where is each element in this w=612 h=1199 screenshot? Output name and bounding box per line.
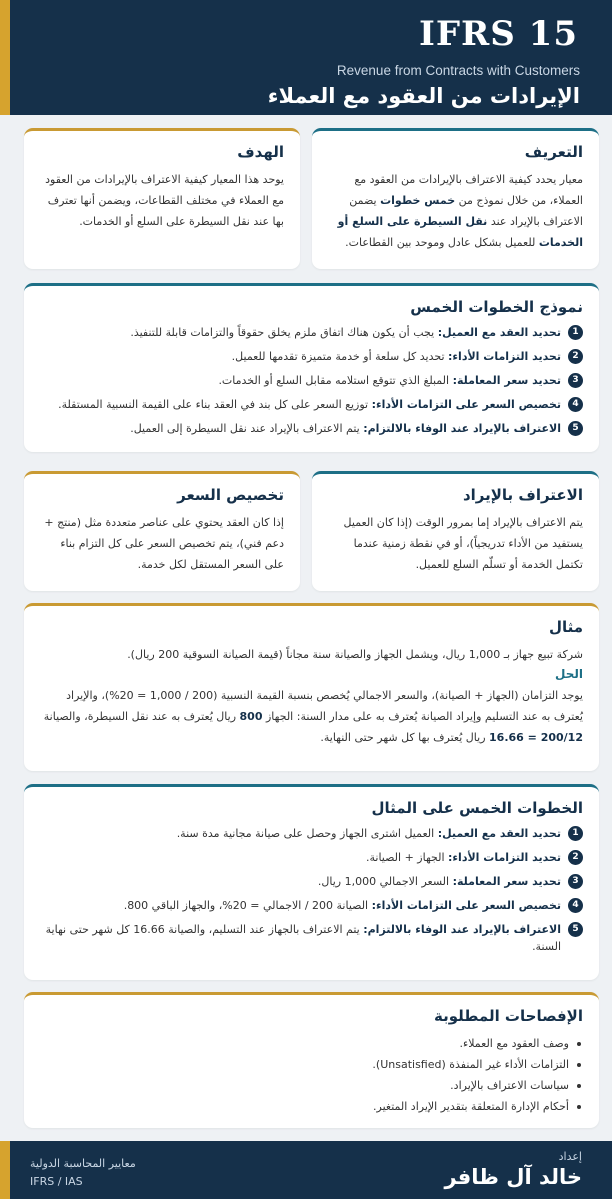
step-label: تحديد العقد مع العميل: — [437, 827, 561, 840]
definition-title: التعريف — [524, 143, 583, 161]
step-text: السعر الاجمالي 1,000 ريال. — [317, 875, 453, 888]
page-subtitle: Revenue from Contracts with Customers — [336, 63, 580, 78]
example-step-item — [40, 921, 583, 955]
standards-label: معايير المحاسبة الدولية — [30, 1157, 136, 1170]
example-steps-title: الخطوات الخمس على المثال — [371, 799, 583, 817]
definition-text — [328, 169, 583, 253]
step-number-badge: 3 — [568, 373, 583, 388]
step-number-badge: 2 — [568, 850, 583, 865]
step-label: تحديد سعر المعاملة: — [452, 875, 561, 888]
page-title: IFRS 15 — [418, 14, 578, 54]
allocation-card — [24, 471, 300, 591]
header-accent-bar — [0, 0, 10, 115]
footer-accent-bar — [0, 1141, 10, 1199]
disclosures-card — [24, 992, 599, 1128]
step-number-badge: 4 — [568, 898, 583, 913]
prepared-by-label: إعداد — [558, 1150, 582, 1163]
example-text: شركة تبيع جهاز بـ 1,000 ريال، ويشمل الجهاز والصيانة سنة مجاناً (قيمة الصيانة السوقية 200 ريال). — [127, 648, 583, 661]
definition-card — [312, 128, 599, 269]
step-label: تخصيص السعر على التزامات الأداء: — [371, 398, 561, 411]
step-label: تحديد التزامات الأداء: — [448, 851, 561, 864]
example-step-item — [40, 897, 583, 914]
objective-card — [24, 128, 300, 269]
disclosures-list — [40, 1033, 583, 1117]
page-footer — [0, 1141, 612, 1199]
disclosures-title: الإفصاحات المطلوبة — [434, 1007, 583, 1025]
solution-text — [40, 685, 583, 748]
page-arabic-title: الإيرادات من العقود مع العملاء — [267, 84, 580, 108]
author-name: خالد آل ظافر — [444, 1165, 582, 1189]
step-number-badge: 2 — [568, 349, 583, 364]
step-text: توزيع السعر على كل بند في العقد بناء على القيمة النسبية المستقلة. — [58, 398, 372, 411]
step-number-badge: 5 — [568, 421, 583, 436]
definition-text-part: معيار يحدد كيفية الاعتراف بالإيرادات من العقود مع العملاء، من خلال نموذج من — [354, 173, 583, 207]
five-steps-card — [24, 283, 599, 452]
step-label: تخصيص السعر على التزامات الأداء: — [371, 899, 561, 912]
step-label: تحديد سعر المعاملة: — [452, 374, 561, 387]
solution-label: الحل — [555, 667, 583, 681]
example-steps-card — [24, 784, 599, 980]
allocation-title: تخصيص السعر — [177, 486, 284, 504]
example-step-item — [40, 825, 583, 842]
objective-text: يوحد هذا المعيار كيفية الاعتراف بالإيرادات من العقود مع العملاء في مختلف القطاعات، ويضمن أنها تعترف بها عند نقل السيطرة على السلع أو الخدمات. — [45, 173, 284, 228]
definition-text-part: يضمن الاعتراف بالإيراد عند — [349, 194, 583, 228]
disclosure-item: وصف العقود مع العملاء. — [40, 1033, 583, 1054]
recognition-card — [312, 471, 599, 591]
five-steps-list — [40, 324, 583, 437]
step-item — [40, 420, 583, 437]
step-text: تحديد كل سلعة أو خدمة متميزة تقدمها للعميل. — [231, 350, 449, 363]
step-text: الصيانة 200 / الاجمالي = 20%، والجهاز الباقي 800. — [123, 899, 372, 912]
step-number-badge: 5 — [568, 922, 583, 937]
recognition-title: الاعتراف بالإيراد — [462, 486, 583, 504]
step-number-badge: 1 — [568, 826, 583, 841]
step-text: يجب أن يكون هناك اتفاق ملزم يخلق حقوقاً والتزامات قابلة للتنفيذ. — [130, 326, 438, 339]
step-item — [40, 348, 583, 365]
example-card — [24, 603, 599, 771]
step-number-badge: 1 — [568, 325, 583, 340]
disclosure-item: سياسات الاعتراف بالإيراد. — [40, 1075, 583, 1096]
step-item — [40, 396, 583, 413]
step-label: الاعتراف بالإيراد عند الوفاء بالالتزام: — [363, 422, 561, 435]
definition-highlight: خمس خطوات — [380, 194, 456, 207]
solution-text-part: يوجد التزامان (الجهاز + الصيانة)، والسعر الاجمالي يُخصص بنسبة القيمة النسبية (200 / 1,000 = 20%)، والإيراد يُعترف به عند التسليم وإيراد الصيانة يُعترف به على مدار السنة: الجهاز — [66, 689, 583, 723]
step-text: يتم الاعتراف بالجهاز عند التسليم، والصيانة 16.66 كل شهر حتى نهاية السنة. — [45, 923, 561, 953]
definition-highlight: نقل السيطرة على السلع أو الخدمات — [337, 215, 583, 249]
solution-text-part: ريال يُعترف بها كل شهر حتى النهاية. — [320, 731, 490, 744]
step-label: الاعتراف بالإيراد عند الوفاء بالالتزام: — [363, 923, 561, 936]
example-step-item — [40, 849, 583, 866]
disclosure-item: أحكام الإدارة المتعلقة بتقدير الإيراد المتغير. — [40, 1096, 583, 1117]
step-text: المبلغ الذي تتوقع استلامه مقابل السلع أو الخدمات. — [218, 374, 453, 387]
step-item — [40, 324, 583, 341]
example-step-item — [40, 873, 583, 890]
step-label: تحديد العقد مع العميل: — [437, 326, 561, 339]
objective-title: الهدف — [237, 143, 284, 161]
five-steps-title: نموذج الخطوات الخمس — [410, 298, 583, 316]
solution-highlight: 200/12 = 16.66 — [489, 731, 583, 744]
standards-code: IFRS / IAS — [30, 1175, 83, 1188]
step-number-badge: 3 — [568, 874, 583, 889]
solution-text-part: ريال يُعترف به عند نقل السيطرة، والصيانة — [43, 710, 240, 723]
example-steps-list — [40, 825, 583, 955]
step-text: العميل اشترى الجهاز وحصل على صيانة مجانية مدة سنة. — [176, 827, 438, 840]
step-text: يتم الاعتراف بالإيراد عند نقل السيطرة إلى العميل. — [130, 422, 364, 435]
example-title: مثال — [548, 618, 583, 636]
step-text: الجهاز + الصيانة. — [366, 851, 449, 864]
step-item — [40, 372, 583, 389]
disclosure-item: التزامات الأداء غير المنفذة (Unsatisfied). — [40, 1054, 583, 1075]
page-header — [0, 0, 612, 115]
solution-highlight: 800 — [239, 710, 263, 723]
step-number-badge: 4 — [568, 397, 583, 412]
step-label: تحديد التزامات الأداء: — [448, 350, 561, 363]
allocation-text: إذا كان العقد يحتوي على عناصر متعددة مثل (منتج + دعم فني)، يتم تخصيص السعر على كل التزام بناء على السعر المستقل لكل خدمة. — [44, 516, 284, 571]
definition-text-part: للعميل بشكل عادل وموحد بين القطاعات. — [345, 236, 539, 249]
recognition-text: يتم الاعتراف بالإيراد إما بمرور الوقت (إذا كان العميل يستفيد من الأداء تدريجياً)، أو في نقطة زمنية عندما تكتمل الخدمة أو تسلّم السلع للعميل. — [343, 516, 583, 571]
